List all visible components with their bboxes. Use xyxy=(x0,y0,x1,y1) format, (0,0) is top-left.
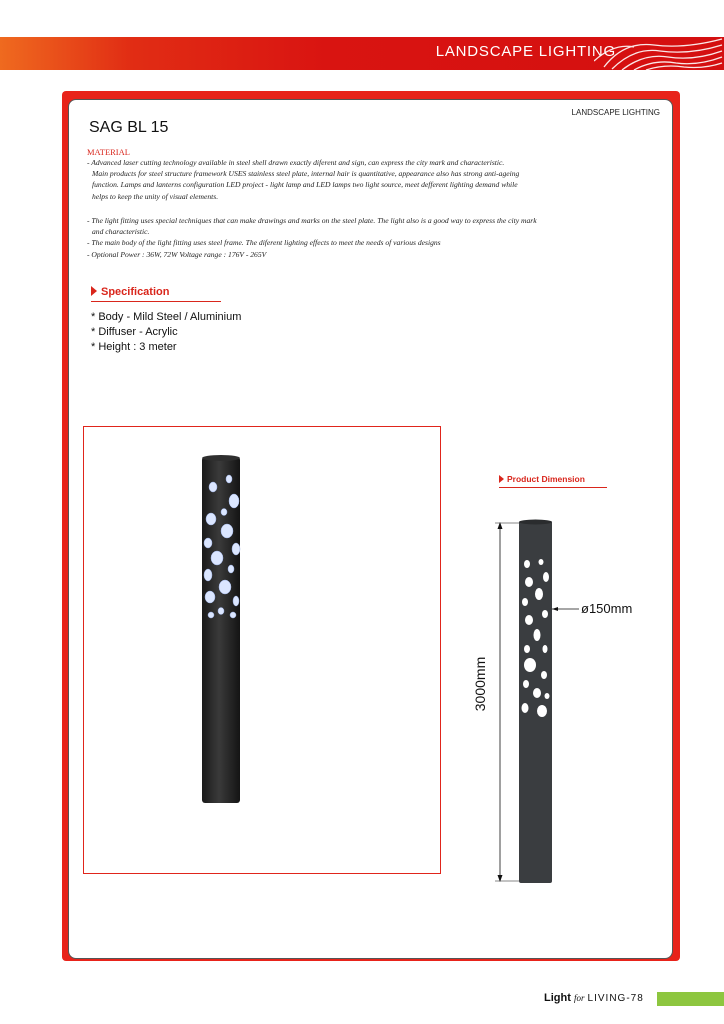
material-line: function. Lamps and lanterns configuration LED project - light lamp and LED lamps two light source, meet defferent lighting demand while xyxy=(92,180,518,190)
bollard-lamp-image xyxy=(84,427,440,873)
material-heading: MATERIAL xyxy=(87,147,130,157)
material-line: helps to keep the unity of visual elements. xyxy=(92,191,219,201)
feature-line: and characteristic. xyxy=(92,227,150,237)
footer-accent-bar xyxy=(657,992,724,1006)
specification-list xyxy=(91,310,241,355)
spec-item: * Diffuser - Acrylic xyxy=(91,326,178,338)
diameter-label: ø150mm xyxy=(581,601,633,616)
footer-light: Light xyxy=(544,992,571,1004)
header-banner xyxy=(0,37,724,70)
spec-item: * Body - Mild Steel / Aluminium xyxy=(91,311,242,323)
feature-line: - The light fitting uses special techniques that can make drawings and marks on the steel plate. The light also is a good way to express the city mark xyxy=(87,216,537,225)
dimension-heading xyxy=(499,474,585,484)
feature-line: - Optional Power : 36W, 72W Voltage range : 176V - 265V xyxy=(87,249,267,259)
section-title: LANDSCAPE LIGHTING xyxy=(435,43,616,60)
swirl-decoration xyxy=(594,37,724,70)
footer-page-label xyxy=(544,992,644,1004)
dimension-drawing xyxy=(489,518,589,888)
product-image-frame xyxy=(83,426,441,874)
divider xyxy=(91,301,221,302)
dimension-heading-text: Product Dimension xyxy=(507,474,585,484)
divider xyxy=(499,487,607,488)
footer-for: for xyxy=(573,993,585,1003)
triangle-right-icon xyxy=(91,286,97,296)
feature-description xyxy=(87,215,667,260)
material-line: - Advanced laser cutting technology available in steel shell drawn exactly diferent and sign, can express the city mark and characteristic. xyxy=(87,158,505,167)
specification-heading-text: Specification xyxy=(101,286,170,298)
feature-line: - The main body of the light fitting uses steel frame. The diferent lighting effects to meet the needs of various designs xyxy=(87,238,441,248)
spec-item: * Height : 3 meter xyxy=(91,341,177,353)
material-description xyxy=(87,157,667,202)
specification-heading xyxy=(91,286,169,298)
material-line: Main products for steel structure framework USES stainless steel plate, internal hair is quantitative, appearance also has strong anti-ageing xyxy=(92,169,520,179)
height-label: 3000mm xyxy=(472,656,488,712)
footer-living-page: LIVING-78 xyxy=(587,993,644,1004)
product-title: SAG BL 15 xyxy=(89,119,169,136)
triangle-right-icon xyxy=(499,475,504,483)
product-card xyxy=(68,99,673,959)
card-category-label: LANDSCAPE LIGHTING xyxy=(571,108,660,117)
